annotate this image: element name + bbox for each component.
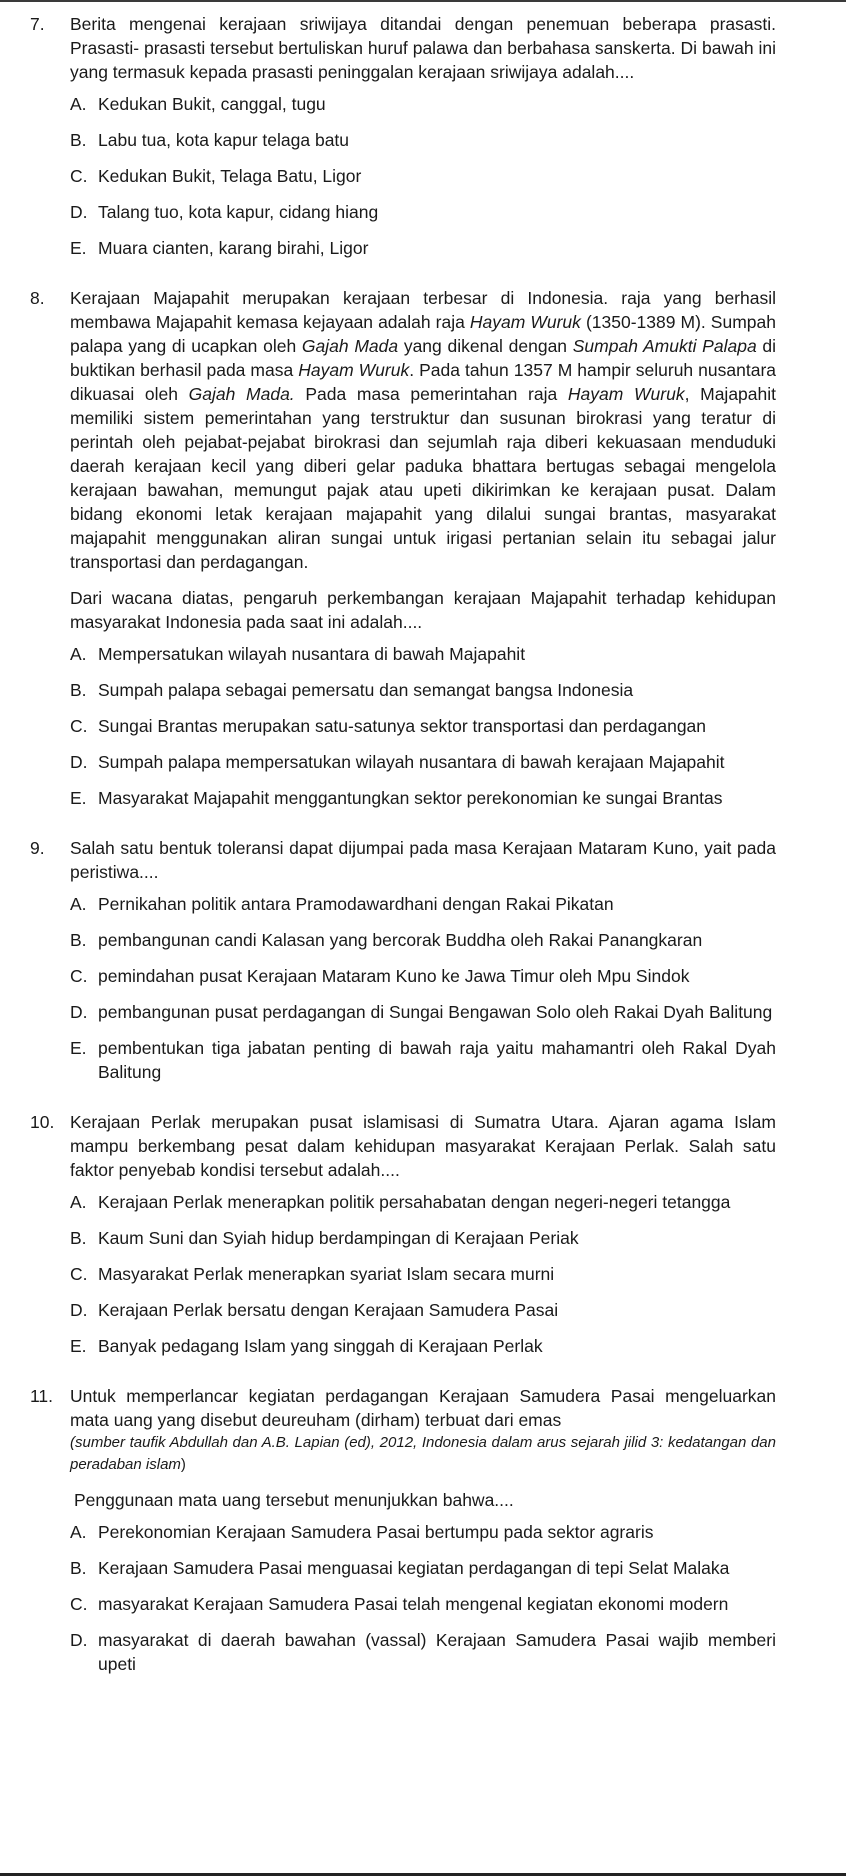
passage-text: , Majapahit memiliki sistem pemerintahan yang terstruktur dan susunan birokrasi yang teratur di perintah oleh pejabat-pejabat birokrasi dan sejumlah raja diberi kekuasaan menduduki daerah kerajaan kecil yang diberi gelar paduka bhattara bertugas sebagai mengelola kerajaan bawahan, memungut pajak atau upeti dikirimkan ke kerajaan pusat. Dalam bidang ekonomi letak kerajaan majapahit yang dilalui sungai brantas, masyarakat majapahit menggunakan aliran sungai untuk irigasi pertanian selain itu sebagai jalur transportasi dan perdagangan. xyxy=(70,384,776,572)
option-e[interactable] xyxy=(70,1334,776,1358)
option-text: Masyarakat Majapahit menggantungkan sektor perekonomian ke sungai Brantas xyxy=(98,788,723,808)
option-list xyxy=(70,1520,776,1676)
option-text: Kerajaan Samudera Pasai menguasai kegiatan perdagangan di tepi Selat Malaka xyxy=(98,1558,730,1578)
passage-emphasis: Gajah Mada. xyxy=(188,384,295,404)
source-close-paren: ) xyxy=(180,1456,186,1473)
option-letter: A. xyxy=(70,1522,87,1542)
passage-emphasis: Sumpah Amukti Palapa xyxy=(572,336,757,356)
option-list xyxy=(70,1190,776,1358)
exam-page xyxy=(0,12,846,1702)
option-a[interactable] xyxy=(70,1520,776,1544)
option-letter: B. xyxy=(70,130,87,150)
option-e[interactable] xyxy=(70,786,776,810)
question-text: Kerajaan Perlak merupakan pusat islamisasi di Sumatra Utara. Ajaran agama Islam mampu berkembang pesat dalam kehidupan masyarakat Kerajaan Perlak. Salah satu faktor penyebab kondisi tersebut adalah.... xyxy=(70,1112,776,1180)
question-prompt: Dari wacana diatas, pengaruh perkembangan kerajaan Majapahit terhadap kehidupan masyarakat Indonesia pada saat ini adalah.... xyxy=(70,588,776,632)
option-d[interactable] xyxy=(70,750,776,774)
question-body xyxy=(70,12,776,272)
option-a[interactable] xyxy=(70,92,776,116)
option-d[interactable] xyxy=(70,1298,776,1322)
passage-text: . Pada tahun 1357 M hampir seluruh nusantara dikuasai oleh xyxy=(70,360,777,404)
question-number: 10. xyxy=(30,1112,55,1132)
question-number: 8. xyxy=(30,288,45,308)
source-text: (sumber taufik Abdullah dan A.B. Lapian (ed), 2012, Indonesia dalam arus sejarah jilid 3: kedatangan dan peradaban islam xyxy=(70,1434,776,1473)
option-letter: C. xyxy=(70,1594,88,1614)
option-text: pembentukan tiga jabatan penting di bawah raja yaitu mahamantri oleh Rakal Dyah Balitung xyxy=(98,1038,776,1082)
option-letter: A. xyxy=(70,1192,87,1212)
option-letter: B. xyxy=(70,1558,87,1578)
question-passage xyxy=(70,286,776,574)
passage-emphasis: Gajah Mada xyxy=(301,336,399,356)
option-text: Talang tuo, kota kapur, cidang hiang xyxy=(98,202,379,222)
option-text: Kedukan Bukit, Telaga Batu, Ligor xyxy=(98,166,362,186)
passage-text: Kerajaan Majapahit merupakan kerajaan terbesar di Indonesia. raja yang berhasil membawa Majapahit kemasa kejayaan adalah raja xyxy=(70,288,776,332)
option-text: Perekonomian Kerajaan Samudera Pasai bertumpu pada sektor agraris xyxy=(98,1522,654,1542)
question-text: Untuk memperlancar kegiatan perdagangan Kerajaan Samudera Pasai mengeluarkan mata uang yang disebut deureuham (dirham) terbuat dari emas xyxy=(70,1386,776,1430)
option-letter: E. xyxy=(70,238,87,258)
option-list xyxy=(70,892,776,1084)
option-text: masyarakat Kerajaan Samudera Pasai telah mengenal kegiatan ekonomi modern xyxy=(98,1594,729,1614)
question-text: Salah satu bentuk toleransi dapat dijumpai pada masa Kerajaan Mataram Kuno, yait pada peristiwa.... xyxy=(70,838,776,882)
passage-text: (1350-1389 M). Sumpah palapa yang di ucapkan oleh xyxy=(70,312,776,356)
option-letter: C. xyxy=(70,166,88,186)
option-e[interactable] xyxy=(70,1036,776,1084)
option-text: Masyarakat Perlak menerapkan syariat Islam secara murni xyxy=(98,1264,555,1284)
passage-text: Pada masa pemerintahan raja xyxy=(294,384,568,404)
option-letter: E. xyxy=(70,1038,87,1058)
option-text: Muara cianten, karang birahi, Ligor xyxy=(98,238,369,258)
option-a[interactable] xyxy=(70,1190,776,1214)
option-text: Kerajaan Perlak bersatu dengan Kerajaan Samudera Pasai xyxy=(98,1300,559,1320)
option-a[interactable] xyxy=(70,642,776,666)
question-prompt: Penggunaan mata uang tersebut menunjukkan bahwa.... xyxy=(74,1490,514,1510)
passage-text: yang dikenal dengan xyxy=(398,336,573,356)
option-letter: B. xyxy=(70,1228,87,1248)
option-letter: A. xyxy=(70,894,87,914)
question-8 xyxy=(30,286,776,822)
option-letter: D. xyxy=(70,1630,88,1650)
option-letter: D. xyxy=(70,752,88,772)
option-letter: D. xyxy=(70,1300,88,1320)
question-number: 9. xyxy=(30,838,45,858)
option-letter: B. xyxy=(70,930,87,950)
option-text: masyarakat di daerah bawahan (vassal) Kerajaan Samudera Pasai wajib memberi upeti xyxy=(98,1630,776,1674)
option-text: Kedukan Bukit, canggal, tugu xyxy=(98,94,326,114)
option-e[interactable] xyxy=(70,236,776,260)
option-letter: E. xyxy=(70,1336,87,1356)
question-10 xyxy=(30,1110,776,1370)
option-d[interactable] xyxy=(70,1000,776,1024)
option-letter: E. xyxy=(70,788,87,808)
question-body xyxy=(70,286,776,822)
option-b[interactable] xyxy=(70,678,776,702)
top-border-line xyxy=(0,0,846,2)
option-a[interactable] xyxy=(70,892,776,916)
question-9 xyxy=(30,836,776,1096)
option-b[interactable] xyxy=(70,928,776,952)
question-text: Berita mengenai kerajaan sriwijaya ditandai dengan penemuan beberapa prasasti. Prasasti- prasasti tersebut bertuliskan huruf palawa dan berbahasa sanskerta. Di bawah ini yang termasuk kepada prasasti peninggalan kerajaan sriwijaya adalah.... xyxy=(70,14,776,82)
question-body xyxy=(70,1110,776,1370)
option-text: Kerajaan Perlak menerapkan politik persahabatan dengan negeri-negeri tetangga xyxy=(98,1192,731,1212)
option-letter: C. xyxy=(70,966,88,986)
passage-emphasis: Hayam Wuruk xyxy=(469,312,581,332)
option-c[interactable] xyxy=(70,714,776,738)
option-text: pembangunan candi Kalasan yang bercorak Buddha oleh Rakai Panangkaran xyxy=(98,930,703,950)
option-text: pembangunan pusat perdagangan di Sungai Bengawan Solo oleh Rakai Dyah Balitung xyxy=(98,1002,773,1022)
passage-emphasis: Hayam Wuruk xyxy=(298,360,410,380)
question-7 xyxy=(30,12,776,272)
option-text: Sumpah palapa sebagai pemersatu dan semangat bangsa Indonesia xyxy=(98,680,634,700)
option-list xyxy=(70,642,776,810)
option-list xyxy=(70,92,776,260)
option-text: Mempersatukan wilayah nusantara di bawah Majapahit xyxy=(98,644,526,664)
option-letter: D. xyxy=(70,202,88,222)
option-text: pemindahan pusat Kerajaan Mataram Kuno ke Jawa Timur oleh Mpu Sindok xyxy=(98,966,690,986)
option-letter: D. xyxy=(70,1002,88,1022)
question-body xyxy=(70,836,776,1096)
question-number: 7. xyxy=(30,14,45,34)
option-text: Banyak pedagang Islam yang singgah di Kerajaan Perlak xyxy=(98,1336,543,1356)
passage-text: di buktikan berhasil pada masa xyxy=(70,336,777,380)
source-citation xyxy=(70,1432,776,1476)
option-c[interactable] xyxy=(70,1592,776,1616)
option-d[interactable] xyxy=(70,1628,776,1676)
question-body xyxy=(70,1384,776,1688)
option-c[interactable] xyxy=(70,164,776,188)
option-d[interactable] xyxy=(70,200,776,224)
option-c[interactable] xyxy=(70,964,776,988)
option-b[interactable] xyxy=(70,128,776,152)
option-text: Pernikahan politik antara Pramodawardhani dengan Rakai Pikatan xyxy=(98,894,614,914)
option-letter: A. xyxy=(70,644,87,664)
option-letter: C. xyxy=(70,716,88,736)
option-letter: A. xyxy=(70,94,87,114)
option-text: Sungai Brantas merupakan satu-satunya sektor transportasi dan perdagangan xyxy=(98,716,707,736)
option-letter: B. xyxy=(70,680,87,700)
passage-emphasis: Hayam Wuruk xyxy=(567,384,685,404)
question-11 xyxy=(30,1384,776,1688)
option-b[interactable] xyxy=(70,1226,776,1250)
option-text: Kaum Suni dan Syiah hidup berdampingan di Kerajaan Periak xyxy=(98,1228,579,1248)
option-b[interactable] xyxy=(70,1556,776,1580)
option-c[interactable] xyxy=(70,1262,776,1286)
question-number: 11. xyxy=(30,1386,54,1406)
option-text: Labu tua, kota kapur telaga batu xyxy=(98,130,350,150)
option-text: Sumpah palapa mempersatukan wilayah nusantara di bawah kerajaan Majapahit xyxy=(98,752,725,772)
option-letter: C. xyxy=(70,1264,88,1284)
